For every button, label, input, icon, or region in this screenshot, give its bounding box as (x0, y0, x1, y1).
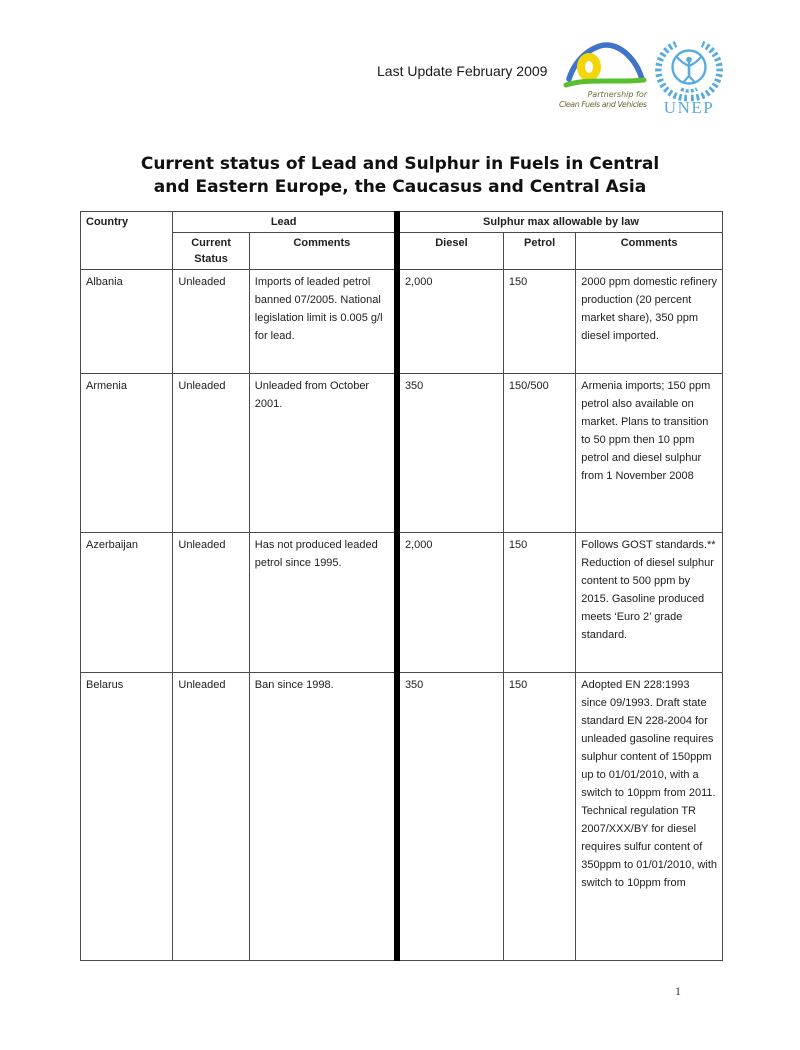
col-header-current-status: Current Status (173, 233, 249, 270)
table-header-group-row (81, 212, 723, 233)
table-row-azerbaijan (81, 533, 723, 673)
page-title-line2: and Eastern Europe, the Caucasus and Central Asia (153, 177, 647, 197)
unep-logo-label: UNEP (663, 98, 715, 116)
col-header-petrol: Petrol (503, 233, 575, 270)
diesel-cell: 2,000 (397, 533, 503, 673)
col-header-lead-comments: Comments (249, 233, 397, 270)
country-cell: Belarus (81, 673, 173, 961)
petrol-cell: 150 (503, 270, 575, 374)
lead-comments-cell: Unleaded from October 2001. (249, 374, 397, 533)
petrol-cell: 150 (503, 673, 575, 961)
fuels-status-table (80, 211, 723, 961)
pcfv-logo (558, 41, 650, 111)
sulphur-comments-cell: Armenia imports; 150 ppm petrol also available on market. Plans to transition to 50 ppm then 10 ppm petrol and diesel sulphur from 1 November 2008 (576, 374, 723, 533)
table-row-belarus (81, 673, 723, 961)
lead-comments-cell: Ban since 1998. (249, 673, 397, 961)
page-title (0, 153, 800, 199)
col-header-lead-group: Lead (173, 212, 397, 233)
table-row-albania (81, 270, 723, 374)
diesel-cell: 350 (397, 374, 503, 533)
col-header-diesel: Diesel (397, 233, 503, 270)
lead-comments-cell: Has not produced leaded petrol since 1995. (249, 533, 397, 673)
page-number: 1 (675, 984, 681, 998)
country-cell: Armenia (81, 374, 173, 533)
lead-status-cell: Unleaded (173, 533, 249, 673)
country-cell: Albania (81, 270, 173, 374)
table-row-armenia (81, 374, 723, 533)
pcfv-logo-text-line2: Clean Fuels and Vehicles (559, 100, 647, 109)
last-update-text: Last Update February 2009 (377, 63, 548, 79)
unep-figure-icon (677, 57, 701, 82)
diesel-cell: 350 (397, 673, 503, 961)
col-header-sulphur-comments: Comments (576, 233, 723, 270)
lead-comments-cell: Imports of leaded petrol banned 07/2005. National legislation limit is 0.005 g/l for lead. (249, 270, 397, 374)
petrol-cell: 150/500 (503, 374, 575, 533)
page-title-line1: Current status of Lead and Sulphur in Fuels in Central (140, 154, 660, 174)
pcfv-logo-text-line1: Partnership for (587, 90, 647, 99)
diesel-cell: 2,000 (397, 270, 503, 374)
unep-logo (651, 36, 727, 116)
petrol-cell: 150 (503, 533, 575, 673)
sulphur-comments-cell: 2000 ppm domestic refinery production (20 percent market share), 350 ppm diesel imported. (576, 270, 723, 374)
col-header-sulphur-group: Sulphur max allowable by law (397, 212, 723, 233)
sulphur-comments-clipped-text: Adopted EN 228:1993 since 09/1993. Draft state standard EN 228-2004 for unleaded gasoline requires sulphur content of 150ppm up to 01/01/2010, with a switch to 10ppm from 2011. Technical regulation TR 2007/XXX/BY for diesel requires sulfur content of 350ppm to 01/01/2010, with switch to 10ppm from (581, 679, 717, 889)
lead-status-cell: Unleaded (173, 673, 249, 961)
col-header-country: Country (81, 212, 173, 270)
sulphur-comments-cell (576, 673, 723, 961)
lead-status-cell: Unleaded (173, 374, 249, 533)
sulphur-comments-cell: Follows GOST standards.** Reduction of diesel sulphur content to 500 ppm by 2015. Gasoline produced meets ‘Euro 2’ grade standard. (576, 533, 723, 673)
lead-status-cell: Unleaded (173, 270, 249, 374)
table-header-row (81, 233, 723, 270)
country-cell: Azerbaijan (81, 533, 173, 673)
pcfv-arch-icon (566, 45, 644, 85)
